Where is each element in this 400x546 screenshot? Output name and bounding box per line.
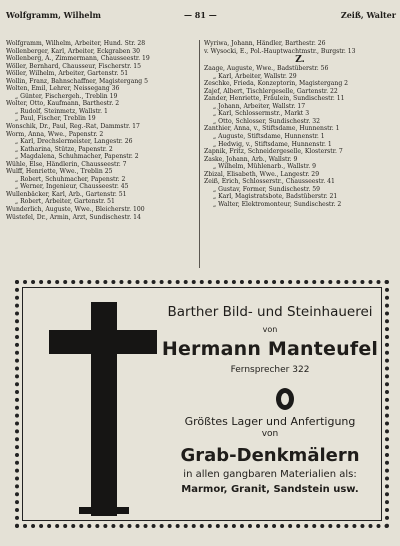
ad-von-1: von <box>262 325 278 334</box>
directory-entry: Wollenberger, Karl, Arbeiter, Eckgraben 30 <box>6 47 140 55</box>
directory-entry: Wullenbäcker, Karl, Arb., Gartenstr. 51 <box>6 190 127 198</box>
directory-entry: „ Karl, Magistratsbote, Badstüberstr. 21 <box>213 193 338 201</box>
directory-entry: „ Werner, Ingenieur, Chausseestr. 45 <box>15 183 129 191</box>
directory-entry: „ Rudolf, Steinmetz, Wallstr. 1 <box>15 107 108 115</box>
ad-phone: Fernsprecher 322 <box>230 365 310 375</box>
ad-company-line: Barther Bild- und Steinhauerei <box>167 304 373 320</box>
ad-owner-name: Hermann Manteufel <box>161 338 379 360</box>
directory-entry: Wolten, Emil, Lehrer, Neissegang 36 <box>6 85 120 93</box>
directory-entry: „ Walter, Elektromonteur, Sundischestr. 2 <box>213 200 342 208</box>
directory-entry: Zaske, Johann, Arb., Wallstr. 9 <box>204 155 298 163</box>
ad-materials-list: Marmor, Granit, Sandstein usw. <box>181 484 359 495</box>
directory-entry: v. Wysocki, E., Pol.-Hauptwachtmstr., Burgstr. 13 <box>204 47 356 55</box>
directory-entry: Worm, Anna, Wwe., Papenstr. 2 <box>6 130 104 138</box>
directory-entry: „ Otto, Schlosser, Sundischestr. 32 <box>213 117 321 125</box>
directory-entry: Wüstefel, Dr., Armin, Arzt, Sundischestr. 14 <box>6 213 141 221</box>
directory-entry: Wunderlich, Auguste, Wwe., Bleicherstr. 100 <box>6 206 145 214</box>
directory-entry: „ Magdalena, Schuhmacher, Papenstr. 2 <box>15 153 139 161</box>
header-left-keyword: Wolfgramm, Wilhelm <box>6 10 101 20</box>
directory-entry: „ Robert, Schuhmacher, Papenstr. 2 <box>15 175 126 183</box>
ad-product: Grab-Denkmälern <box>180 445 360 466</box>
section-letter: Z. <box>295 55 305 66</box>
directory-entry: „ Robert, Arbeiter, Gartenstr. 51 <box>15 198 115 206</box>
advertisement-frame <box>22 287 382 521</box>
directory-entry: Wollin, Franz, Bahnschaffner, Magistergang 5 <box>6 77 148 85</box>
directory-entry: „ Auguste, Stiftsdame, Hunnenstr. 1 <box>213 133 325 141</box>
directory-entry: „ Paul, Fischer, Treblin 19 <box>15 115 96 123</box>
directory-entry: Zeiß, Erich, Schlosserstr., Chausseestr. 41 <box>204 178 335 186</box>
directory-entry: „ Gustav, Former, Sundischestr. 59 <box>213 185 321 193</box>
directory-entry: „ Hedwig, v., Stiftsdame, Hunnenstr. 1 <box>213 140 332 148</box>
emblem-icon <box>276 388 294 410</box>
column-divider <box>199 40 200 268</box>
directory-entry: Zanthier, Anna, v., Stiftsdame, Hunnenstr. 1 <box>204 125 340 133</box>
header-right-keyword: Zeiß, Walter <box>340 10 396 20</box>
directory-entry: Wyriwa, Johann, Händler, Barthestr. 26 <box>204 40 326 47</box>
directory-entry: Wulff, Henriette, Wwe., Treblin 25 <box>6 168 113 176</box>
page-header <box>6 10 396 24</box>
directory-entry: Wolter, Otto, Kaufmann, Barthestr. 2 <box>6 100 120 108</box>
directory-entry: „ Karl, Drechslermeister, Langestr. 26 <box>15 138 133 146</box>
directory-entry: „ Günter, Fischergeh., Treblin 19 <box>15 92 118 100</box>
directory-entry: Wöller, Wilhelm, Arbeiter, Gartenstr. 51 <box>6 70 129 78</box>
directory-entry: Zaage, Auguste, Wwe., Badstüberstr. 56 <box>204 65 329 73</box>
directory-entry: „ Karl, Schlossermstr., Markt 3 <box>213 110 310 118</box>
directory-entry: Wöller, Bernhard, Chausseur, Fischerstr. 15 <box>6 62 141 70</box>
directory-entry: Zapnik, Fritz, Schneidergeselle, Klosterstr. 7 <box>204 148 343 156</box>
directory-entry: Wühle, Else, Händlerin, Chausseestr. 7 <box>6 160 127 168</box>
ad-offer-line: Größtes Lager und Anfertigung <box>184 415 356 428</box>
directory-entry: „ Johann, Arbeiter, Wallstr. 17 <box>213 102 306 110</box>
directory-entry: Zander, Henriette, Fräulein, Sundischestr. 11 <box>204 95 345 103</box>
directory-entry: Zeschke, Frieda, Konzeptorin, Magistergang 2 <box>204 80 349 88</box>
directory-column-left <box>6 40 196 221</box>
directory-entry: „ Katharina, Stütze, Papenstr. 2 <box>15 145 113 153</box>
ad-von-2: von <box>261 429 279 439</box>
directory-entry: Wolfgramm, Wilhelm, Arbeiter, Hund. Str. 28 <box>6 40 146 47</box>
directory-entry: Wollenberg, A., Zimmermann, Chausseestr. 19 <box>6 55 150 63</box>
advertisement <box>15 280 389 528</box>
directory-entry: Zajef, Albert, Tischlergeselle, Gartenstr. 22 <box>204 87 338 95</box>
directory-entry: „ Karl, Arbeiter, Wallstr. 29 <box>213 72 297 80</box>
ad-materials-line: in allen gangbaren Materialien als: <box>183 469 357 480</box>
directory-entry: Zbizal, Elisabeth, Wwe., Langestr. 29 <box>204 170 320 178</box>
directory-entry: „ Wilhelm, Mühlenarb., Wallstr. 9 <box>213 163 316 171</box>
directory-column-right <box>204 40 396 208</box>
page-number: — 81 — <box>184 10 217 20</box>
directory-entry: Wonschik, Dr., Paul, Reg.-Rat, Dammstr. 17 <box>6 123 140 131</box>
